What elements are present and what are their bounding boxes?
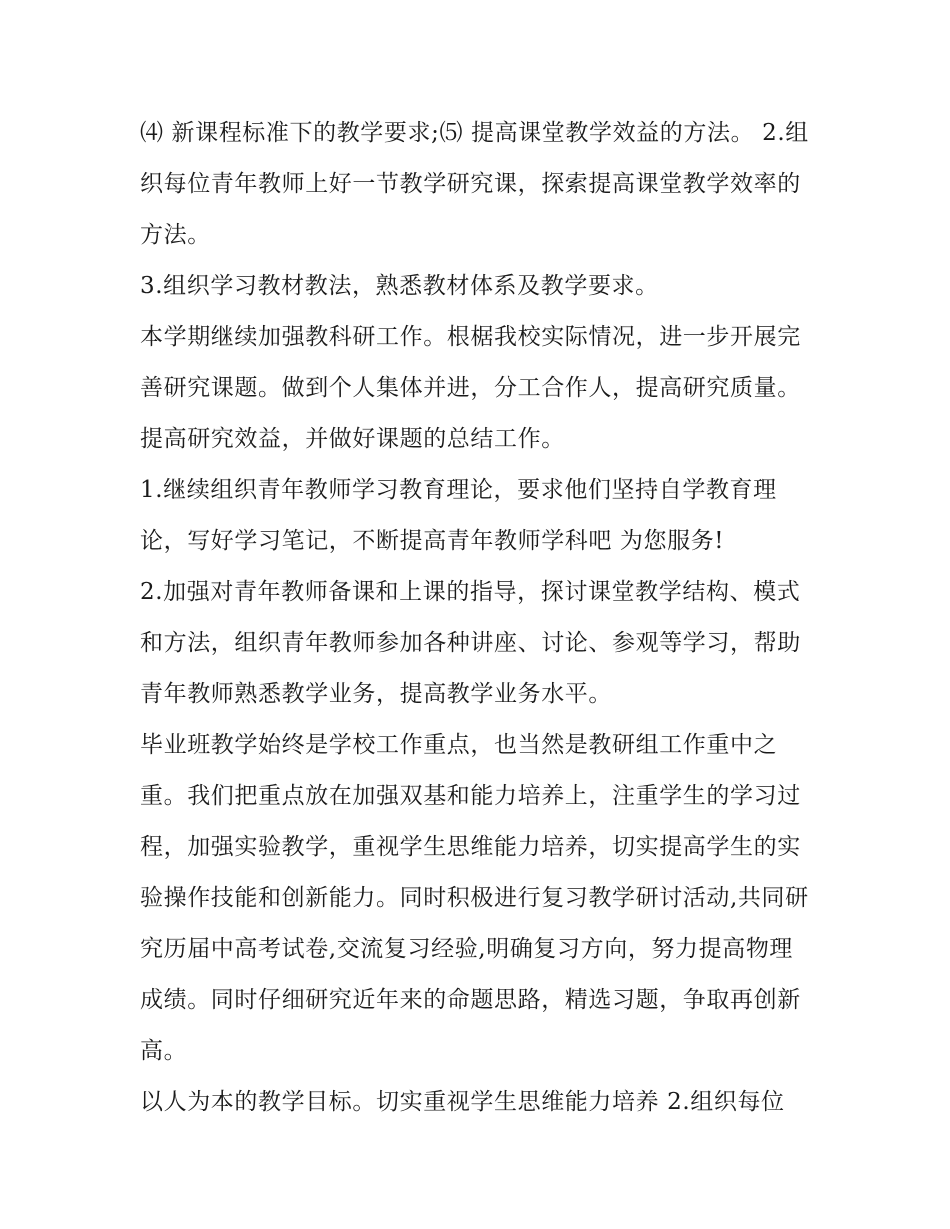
- paragraph-textbook-study: 3.组织学习教材教法，熟悉教材体系及教学要求。: [140, 273, 659, 299]
- document-body: [140, 108, 816, 1128]
- paragraph-teaching-goal: 以人为本的教学目标。切实重视学生思维能力培养 2.组织每位: [140, 1089, 785, 1115]
- paragraph-teaching-methods: ⑷ 新课程标准下的教学要求;⑸ 提高课堂教学效益的方法。 2.组织每位青年教师上好一节教学研究课，探索提高课堂教学效率的方法。: [140, 120, 809, 248]
- paragraph-graduating-class: 毕业班教学始终是学校工作重点，也当然是教研组工作重中之重。我们把重点放在加强双基和能力培养上，注重学生的学习过程，加强实验教学，重视学生思维能力培养，切实提高学生的实验操作技能和创新能力。同时积极进行复习教学研讨活动,共同研究历届中高考试卷,交流复习经验,明确复习方向，努力提高物理成绩。同时仔细研究近年来的命题思路，精选习题，争取再创新高。: [140, 732, 809, 1064]
- paragraph-lesson-guidance: 2.加强对青年教师备课和上课的指导，探讨课堂教学结构、模式和方法，组织青年教师参加各种讲座、讨论、参观等学习，帮助青年教师熟悉教学业务，提高教学业务水平。: [140, 579, 801, 707]
- paragraph-research-work: 本学期继续加强教科研工作。根椐我校实际情况，进一步开展完善研究课题。做到个人集体并进，分工合作人，提高研究质量。提高研究效益，并做好课题的总结工作。: [140, 324, 801, 452]
- paragraph-education-theory: 1.继续组织青年教师学习教育理论，要求他们坚持自学教育理论，写好学习笔记，不断提高青年教师学科吧 为您服务!: [140, 477, 777, 554]
